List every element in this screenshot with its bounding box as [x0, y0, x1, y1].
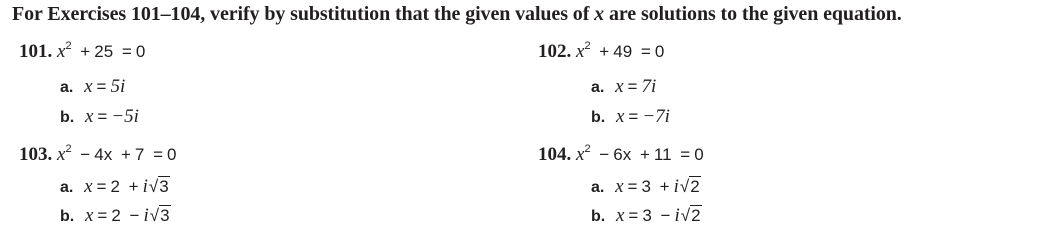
- exercise-103-equation: [19, 144, 176, 166]
- radical: √3: [148, 177, 169, 196]
- part-label: b.: [60, 208, 75, 225]
- equation: $x^2 + 25 = 0$: [57, 40, 146, 62]
- part-label: a.: [60, 79, 74, 96]
- exercise-103-part-a: [60, 176, 170, 198]
- part-label: b.: [591, 109, 606, 126]
- exercise-104-part-b: [591, 205, 702, 227]
- instruction-variable: x: [594, 3, 605, 25]
- radical: √3: [149, 206, 170, 225]
- exercise-number: 102.: [538, 41, 572, 62]
- exercise-104-part-a: [591, 176, 701, 198]
- part-label: b.: [60, 109, 75, 126]
- equation: $x^2 - 4x + 7 = 0$: [57, 143, 177, 165]
- exercise-number: 103.: [19, 144, 53, 165]
- part-label: a.: [60, 179, 74, 196]
- exercise-102-part-a: [591, 76, 656, 98]
- radical: √2: [680, 206, 701, 225]
- solution-value: x = 2 − i√3: [84, 205, 170, 226]
- solution-value: x = 3 + i√2: [615, 176, 700, 197]
- exercise-104-equation: [538, 144, 704, 166]
- solution-value: x = 7i: [615, 76, 657, 97]
- exercise-102-part-b: [591, 106, 670, 128]
- exercise-101-part-b: [60, 106, 139, 128]
- exercise-103-part-b: [60, 205, 171, 227]
- instruction-part-1: For Exercises 101–104, verify by substitution that the given values of: [12, 3, 590, 25]
- solution-value: x = 5i: [84, 76, 126, 97]
- exercise-101-part-a: [60, 76, 125, 98]
- equation: $x^2 + 49 = 0$: [576, 40, 665, 62]
- part-label: a.: [591, 179, 605, 196]
- part-label: a.: [591, 79, 605, 96]
- exercise-102-equation: [538, 41, 664, 63]
- solution-value: x = −5i: [84, 106, 139, 127]
- exercise-number: 104.: [538, 144, 572, 165]
- exercise-number: 101.: [19, 41, 53, 62]
- equation: $x^2 - 6x + 11 = 0$: [576, 143, 704, 165]
- solution-value: x = 2 + i√3: [84, 176, 169, 197]
- radical: √2: [679, 177, 700, 196]
- solution-value: x = 3 − i√2: [615, 205, 701, 226]
- part-label: b.: [591, 208, 606, 225]
- solution-value: x = −7i: [615, 106, 670, 127]
- exercise-101-equation: [19, 41, 145, 63]
- instruction-text: [12, 3, 902, 26]
- instruction-part-2: are solutions to the given equation.: [608, 3, 902, 25]
